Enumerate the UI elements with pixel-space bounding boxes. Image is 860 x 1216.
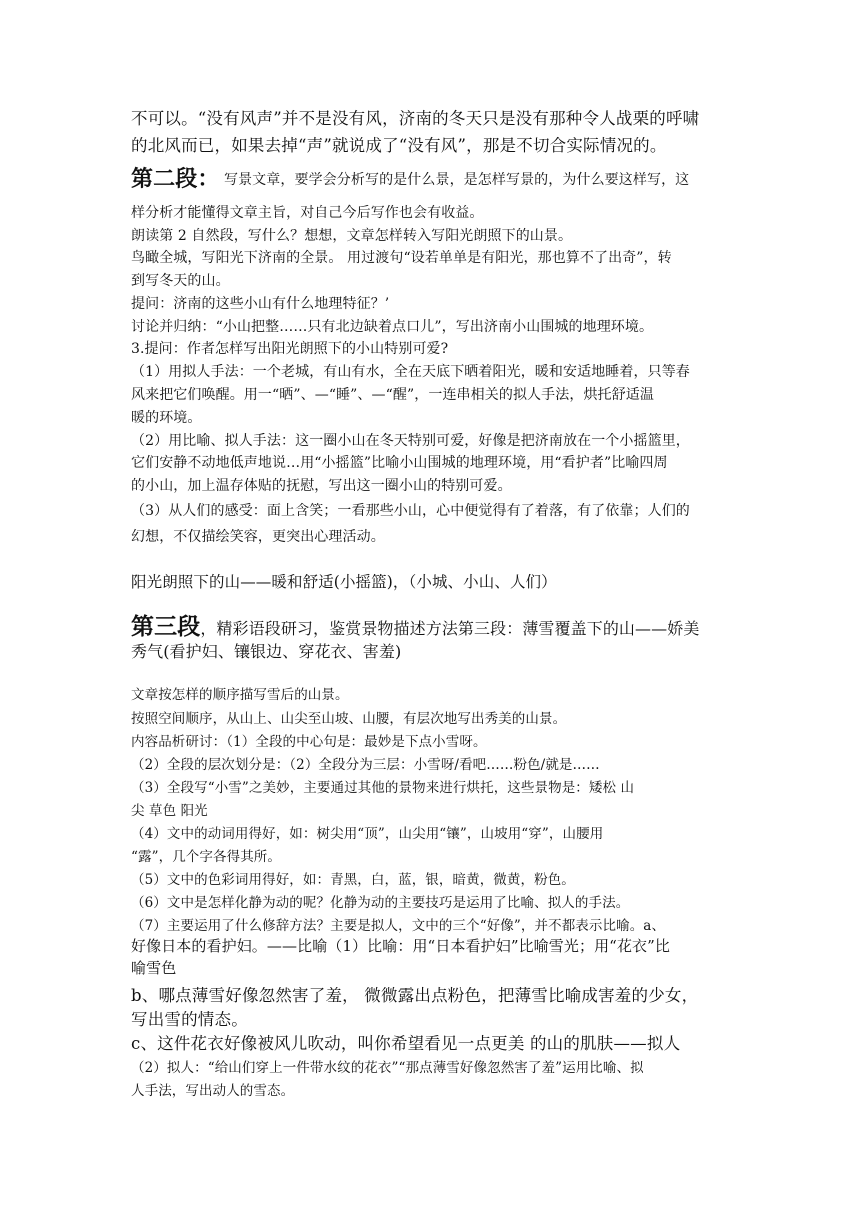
section-3-heading-line-2: 秀气(看护妇、镶银边、穿花衣、害羞) <box>131 642 402 661</box>
section-3-line-12: 好像日本的看护妇。——比喻（1）比喻：用“日本看护妇”比喻雪光；用“花衣”比 <box>131 937 671 955</box>
intro-line-2: 的北风而已，如果去掉“声”就说成了“没有风”，那是不切合实际情况的。 <box>131 136 667 155</box>
section-3-line-16: c、这件花衣好像被风儿吹动，叫你希望看见一点更美 的山的肌肤——拟人 <box>131 1034 681 1053</box>
section-2-line-7: 3.提问：作者怎样写出阳光朗照下的小山特别可爱? <box>131 341 449 357</box>
section-2-line-2: 朗读第 2 自然段，写什么？想想，文章怎样转入写阳光朗照下的山景。 <box>131 228 573 244</box>
section-3-line-7: （4）文中的动词用得好，如：树尖用“顶”，山尖用“镶”，山坡用“穿”，山腰用 <box>131 826 604 842</box>
section-2-line-4: 到写冬天的山。 <box>131 273 230 289</box>
intro-line-1: 不可以。“没有风声”并不是没有风，济南的冬天只是没有那种令人战栗的呼啸 <box>131 109 700 128</box>
section-2-line-10: 暖的环境。 <box>131 410 202 426</box>
section-3-line-8: “露”，几个字各得其所。 <box>131 849 282 865</box>
section-2-heading: 第二段 <box>131 167 198 192</box>
section-2-line-15: 幻想，不仅描绘笑容，更突出心理活动。 <box>131 529 385 545</box>
section-3-line-15: 写出雪的情态。 <box>131 1010 248 1029</box>
section-3-line-4: （2）全段的层次划分是：（2）全段分为三层：小雪呀/看吧……粉色/就是…… <box>131 757 600 773</box>
section-2-summary: 阳光朗照下的山——暖和舒适(小摇篮)，（小城、小山、人们） <box>131 573 557 591</box>
section-3-line-10: （6）文中是怎样化静为动的呢？化静为动的主要技巧是运用了比喻、拟人的手法。 <box>131 895 630 911</box>
section-2-line-14: （3）从人们的感受：面上含笑；一看那些小山，心中便觉得有了着落，有了依靠；人们的 <box>131 503 690 519</box>
section-3-heading-rest: ，精彩语段研习，鉴赏景物描述方法第三段：薄雪覆盖下的山——娇美 <box>200 619 700 638</box>
section-3-line-17: （2）拟人：“给山们穿上一件带水纹的花衣”“那点薄雪好像忽然害了羞”运用比喻、拟 <box>131 1060 644 1076</box>
section-2-line-3: 鸟瞰全城，写阳光下济南的全景。 用过渡句“设若单单是有阳光，那也算不了出奇”，转 <box>131 250 672 266</box>
section-2-line-1: 样分析才能懂得文章主旨，对自己今后写作也会有收益。 <box>131 205 484 221</box>
section-2-line-13: 的小山，加上温存体贴的抚慰，写出这一圈小山的特别可爱。 <box>131 478 512 494</box>
section-3-line-6: 尖 草色 阳光 <box>131 803 208 819</box>
section-2-intro: 写景文章，要学会分析写的是什么景，是怎样写景的，为什么要这样写，这 <box>223 172 690 188</box>
section-2-heading-row <box>131 166 689 198</box>
section-3-line-9: （5）文中的色彩词用得好，如：青黑，白，蓝，银，暗黄，微黄，粉色。 <box>131 872 575 888</box>
section-3-line-3: 内容品析研讨：（1）全段的中心句是：最妙是下点小雪呀。 <box>131 734 487 750</box>
section-3-line-14: b、哪点薄雪好像忽然害了羞， 微微露出点粉色，把薄雪比喻成害羞的少女， <box>131 986 699 1005</box>
section-3-heading: 第三段 <box>131 614 201 640</box>
section-2-line-9: 风来把它们唤醒。用一“晒”、—“睡”、—“醒”，一连串相关的拟人手法，烘托舒适温 <box>131 387 654 403</box>
section-3-line-18: 人手法，写出动人的雪态。 <box>131 1083 295 1099</box>
section-2-heading-punct: ： <box>197 167 220 192</box>
section-2-line-6: 讨论并归纳：“小山把整……只有北边缺着点口儿”，写出济南小山围城的地理环境。 <box>131 319 654 335</box>
section-3-line-11: （7）主要运用了什么修辞方法？主要是拟人，文中的三个“好像”，并不都表示比喻。a、 <box>131 918 666 934</box>
section-2-line-12: 它们安静不动地低声地说…用“小摇篮”比喻小山围城的地理环境，用“看护者”比喻四周 <box>131 455 668 471</box>
section-3-line-1: 文章按怎样的顺序描写雪后的山景。 <box>131 687 349 703</box>
section-3-line-5: （3）全段写“小雪”之美妙，主要通过其他的景物来进行烘托，这些景物是：矮松 山 <box>131 780 635 796</box>
section-3-line-13: 喻雪色 <box>131 959 177 977</box>
section-3-line-2: 按照空间顺序，从山上、山尖至山坡、山腰，有层次地写出秀美的山景。 <box>131 711 567 727</box>
section-2-line-8: （1）用拟人手法：一个老城，有山有水，全在天底下晒着阳光，暖和安适地睡着，只等春 <box>131 364 690 380</box>
section-2-line-11: （2）用比喻、拟人手法：这一圈小山在冬天特别可爱，好像是把济南放在一个小摇篮里， <box>131 433 690 449</box>
section-2-line-5: 提问：济南的这些小山有什么地理特征？’ <box>131 296 390 312</box>
